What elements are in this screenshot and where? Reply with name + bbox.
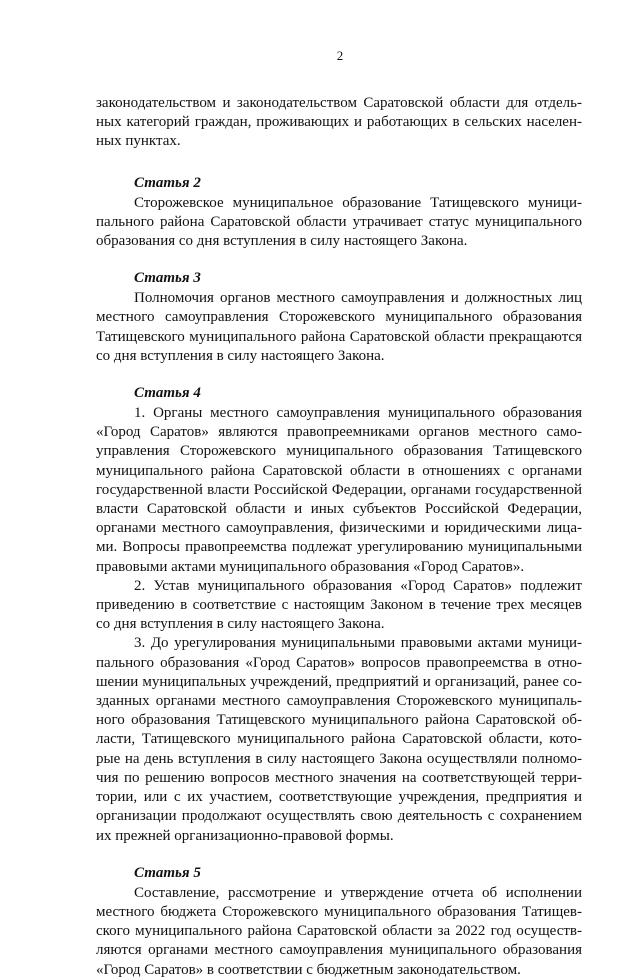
article-paragraph: 1. Органы местного самоуправления муниципального образования «Город Саратов» являются правопреемниками органов местного самоуправления Сторожевского муниципального образования Татищевского муниципального района Саратовской области в отношениях с органами государственной власти Российской Федерации, органами государственной власти Саратовской области и иных субъектов Российской Федерации, органами местного самоуправления, физическими и юридическими лицами. Вопросы правопреемства подлежат урегулированию муниципальными правовыми актами муниципального образования «Город Саратов». (96, 405, 582, 575)
article-title: Статья 3 (134, 270, 201, 287)
intro-section (96, 94, 582, 152)
article-title: Статья 4 (134, 385, 201, 402)
article-3 (96, 269, 582, 366)
article-5 (96, 864, 582, 980)
article-title: Статья 2 (134, 174, 201, 191)
article-title: Статья 5 (134, 864, 201, 881)
article-paragraph: 3. До урегулирования муниципальными правовыми актами муниципального образования «Город Саратов» вопросов правопреемства в отношении муниципальных учреждений, предприятий и организаций, ранее созданных органами местного самоуправления Сторожевского муниципального образования Татищевского муниципального района Саратовской области, Татищевского муниципального района Саратовской области, которые на день вступления в силу настоящего Закона осуществляли полномочия по решению вопросов местного значения на соответствующей территории, или с их участием, соответствующие учреждения, предприятия и организации продолжают осуществлять свою деятельность с сохранением их прежней организационно-правовой формы. (96, 635, 582, 844)
article-paragraph: Полномочия органов местного самоуправления и должностных лиц местного самоуправления Сторожевского муниципального образования Татищевского муниципального района Саратовской области прекращаются со дня вступления в силу настоящего Закона. (96, 290, 582, 364)
article-paragraph: Составление, рассмотрение и утверждение отчета об исполнении местного бюджета Сторожевского муниципального образования Татищевского муниципального района Саратовской области за 2022 год осуществляются органами местного самоуправления муниципального образования «Город Саратов» в соответствии с бюджетным законодательством. (96, 884, 582, 978)
article-paragraph: Сторожевское муниципальное образование Татищевского муниципального района Саратовской области утрачивает статус муниципального образования со дня вступления в силу настоящего Закона. (96, 194, 582, 250)
intro-paragraph: законодательством и законодательством Саратовской области для отдельных категорий граждан, проживающих и работающих в сельских населенных пунктах. (96, 95, 582, 150)
page-number: 2 (336, 48, 344, 63)
article-2 (96, 174, 582, 252)
article-paragraph: 2. Устав муниципального образования «Город Саратов» подлежит приведению в соответствие с настоящим Законом в течение трех месяцев со дня вступления в силу настоящего Закона. (96, 577, 582, 633)
article-4 (96, 384, 582, 846)
